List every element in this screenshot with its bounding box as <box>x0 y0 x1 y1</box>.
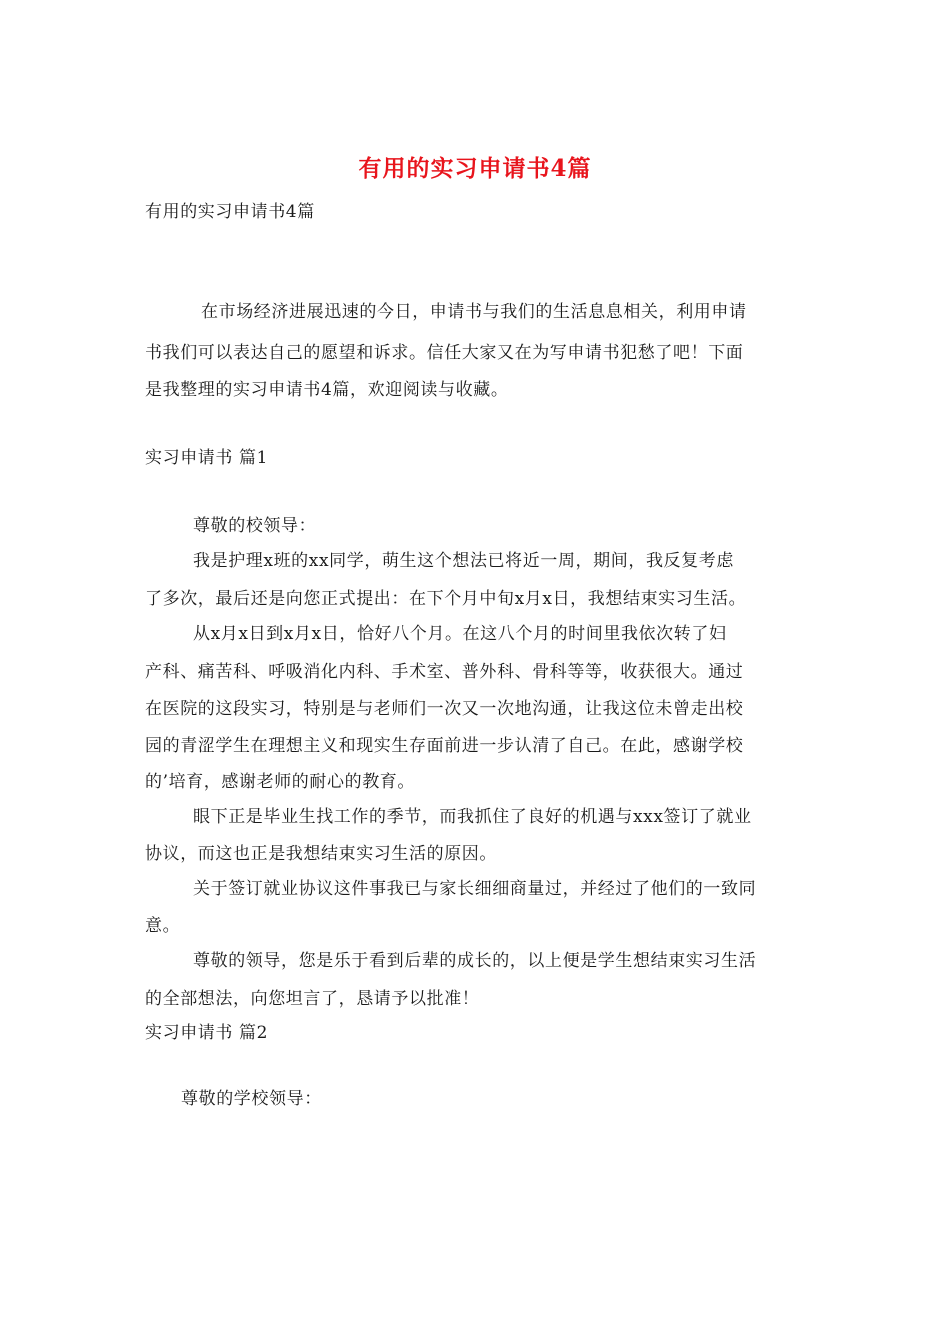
intro-line-1: 在市场经济进展迅速的今日，申请书与我们的生活息息相关，利用申请 <box>201 302 747 322</box>
section-1-line-4: 产科、痛苦科、呼吸消化内科、手术室、普外科、骨科等等，收获很大。通过 <box>145 662 744 682</box>
section-1-line-3: 从x月x日到x月x日，恰好八个月。在这八个月的时间里我依次转了妇 <box>193 624 727 644</box>
section-1-line-11: 意。 <box>145 916 181 936</box>
section-1-line-6: 园的青涩学生在理想主义和现实生存面前进一步认清了自己。在此，感谢学校 <box>145 736 744 756</box>
section-1-heading: 实习申请书 篇1 <box>145 448 269 468</box>
intro-line-3: 是我整理的实习申请书4篇，欢迎阅读与收藏。 <box>145 380 509 400</box>
document-title: 有用的实习申请书4篇 <box>358 155 592 182</box>
intro-line-2: 书我们可以表达自己的愿望和诉求。信任大家又在为写申请书犯愁了吧！下面 <box>145 343 744 363</box>
section-1-line-2: 了多次，最后还是向您正式提出：在下个月中旬x月x日，我想结束实习生活。 <box>145 589 747 609</box>
section-1-greeting: 尊敬的校领导： <box>193 516 317 536</box>
section-1-line-10: 关于签订就业协议这件事我已与家长细细商量过，并经过了他们的一致同 <box>193 879 757 899</box>
section-1-line-1: 我是护理x班的xx同学，萌生这个想法已将近一周，期间，我反复考虑 <box>193 551 734 571</box>
section-1-line-12: 尊敬的领导，您是乐于看到后辈的成长的，以上便是学生想结束实习生活 <box>193 951 757 971</box>
section-1-line-5: 在医院的这段实习，特别是与老师们一次又一次地沟通，让我这位未曾走出校 <box>145 699 744 719</box>
section-1-line-13: 的全部想法，向您坦言了，恳请予以批准！ <box>145 989 480 1009</box>
section-1-line-7: 的’培育，感谢老师的耐心的教育。 <box>145 772 416 792</box>
section-1-line-9: 协议，而这也正是我想结束实习生活的原因。 <box>145 844 497 864</box>
document-subtitle: 有用的实习申请书4篇 <box>145 202 315 222</box>
section-1-line-8: 眼下正是毕业生找工作的季节，而我抓住了良好的机遇与xxx签订了就业 <box>193 807 752 827</box>
section-2-greeting: 尊敬的学校领导： <box>181 1089 322 1109</box>
section-2-heading: 实习申请书 篇2 <box>145 1023 269 1043</box>
